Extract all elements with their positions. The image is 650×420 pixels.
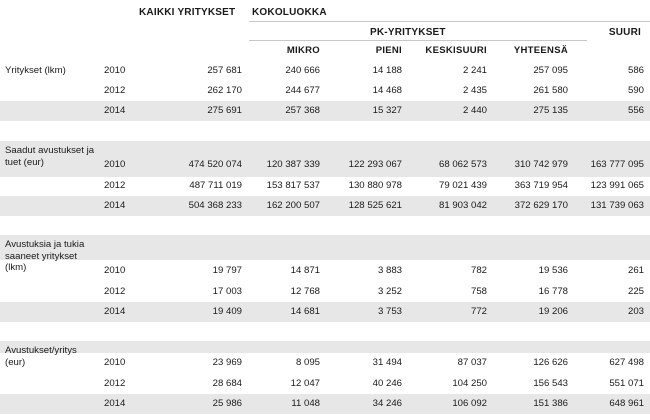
cell-keskisuuri: 87 037 [457, 357, 487, 368]
cell-kaikki: 504 368 233 [188, 200, 242, 211]
table-row [0, 302, 650, 322]
table-row [0, 353, 650, 373]
table-row [0, 394, 650, 414]
cell-suuri: 131 739 063 [590, 200, 644, 211]
cell-pieni: 3 252 [377, 286, 402, 297]
cell-mikro: 257 368 [285, 105, 320, 116]
group-saaneet-yritykset [0, 235, 650, 322]
cell-mikro: 12 768 [290, 286, 320, 297]
cell-keskisuuri: 758 [470, 286, 487, 297]
table-row [0, 81, 650, 101]
cell-year: 2012 [104, 286, 126, 297]
table-row [0, 196, 650, 216]
cell-yhteensa: 16 778 [538, 286, 568, 297]
table-row [0, 176, 650, 196]
cell-suuri: 203 [627, 306, 644, 317]
cell-yhteensa: 156 543 [533, 378, 568, 389]
cell-suuri: 556 [627, 105, 644, 116]
cell-pieni: 3 883 [377, 265, 402, 276]
cell-kaikki: 19 797 [212, 265, 242, 276]
cell-suuri: 586 [627, 65, 644, 76]
table-row [0, 155, 650, 175]
cell-kaikki: 19 409 [212, 306, 242, 317]
header-divider-kokoluokka [249, 21, 650, 22]
cell-pieni: 128 525 621 [348, 200, 402, 211]
cell-suuri: 551 071 [609, 378, 644, 389]
table-row [0, 374, 650, 394]
cell-yhteensa: 257 095 [533, 65, 568, 76]
cell-yhteensa: 19 206 [538, 306, 568, 317]
cell-year: 2014 [104, 105, 126, 116]
cell-pieni: 3 753 [377, 306, 402, 317]
cell-yhteensa: 261 580 [533, 85, 568, 96]
cell-pieni: 122 293 067 [348, 159, 402, 170]
cell-keskisuuri: 2 241 [462, 65, 487, 76]
cell-year: 2010 [104, 357, 126, 368]
cell-mikro: 14 871 [290, 265, 320, 276]
cell-suuri: 590 [627, 85, 644, 96]
table-row [0, 101, 650, 121]
cell-kaikki: 28 684 [212, 378, 242, 389]
cell-kaikki: 257 681 [207, 65, 242, 76]
header-kaikki-yritykset: KAIKKI YRITYKSET [139, 7, 236, 18]
cell-pieni: 34 246 [372, 398, 402, 409]
cell-year: 2010 [104, 65, 126, 76]
cell-year: 2012 [104, 85, 126, 96]
group-avustukset-tuet [0, 141, 650, 217]
cell-year: 2012 [104, 378, 126, 389]
cell-year: 2014 [104, 398, 126, 409]
cell-mikro: 14 681 [290, 306, 320, 317]
group-label: Saadut avustukset ja tuet (eur) [5, 145, 95, 168]
cell-yhteensa: 126 626 [533, 357, 568, 368]
cell-mikro: 12 047 [290, 378, 320, 389]
cell-suuri: 261 [627, 265, 644, 276]
group-yritykset [0, 61, 650, 121]
cell-kaikki: 25 986 [212, 398, 242, 409]
group-label: Avustukset/yritys (eur) [5, 345, 77, 368]
table-row [0, 61, 650, 81]
cell-kaikki: 17 003 [212, 286, 242, 297]
group-label: Yritykset (lkm) [5, 65, 66, 76]
cell-pieni: 15 327 [372, 105, 402, 116]
cell-kaikki: 474 520 074 [188, 159, 242, 170]
cell-yhteensa: 275 135 [533, 105, 568, 116]
cell-mikro: 8 095 [295, 357, 320, 368]
cell-year: 2010 [104, 265, 126, 276]
cell-pieni: 14 188 [372, 65, 402, 76]
group-avustukset-yritys [0, 341, 650, 415]
header-yhteensa: YHTEENSÄ [513, 45, 568, 56]
cell-yhteensa: 19 536 [538, 265, 568, 276]
cell-year: 2012 [104, 180, 126, 191]
cell-yhteensa: 151 386 [533, 398, 568, 409]
cell-keskisuuri: 2 435 [462, 85, 487, 96]
cell-mikro: 244 677 [285, 85, 320, 96]
cell-yhteensa: 372 629 170 [514, 200, 568, 211]
cell-kaikki: 23 969 [212, 357, 242, 368]
header-kokoluokka: KOKOLUOKKA [252, 7, 327, 18]
cell-year: 2010 [104, 159, 126, 170]
cell-keskisuuri: 81 903 042 [438, 200, 487, 211]
cell-yhteensa: 310 742 979 [514, 159, 568, 170]
cell-year: 2014 [104, 306, 126, 317]
cell-mikro: 120 387 339 [266, 159, 320, 170]
header-mikro: MIKRO [286, 45, 320, 56]
group-label: Avustuksia ja tukia saaneet yritykset (lkm) [5, 239, 85, 273]
cell-keskisuuri: 68 062 573 [438, 159, 487, 170]
cell-suuri: 225 [627, 286, 644, 297]
cell-suuri: 123 991 065 [590, 180, 644, 191]
cell-suuri: 627 498 [609, 357, 644, 368]
cell-mikro: 240 666 [285, 65, 320, 76]
cell-yhteensa: 363 719 954 [514, 180, 568, 191]
cell-keskisuuri: 772 [470, 306, 487, 317]
header-suuri: SUURI [608, 27, 641, 38]
cell-kaikki: 262 170 [207, 85, 242, 96]
cell-year: 2014 [104, 200, 126, 211]
cell-keskisuuri: 2 440 [462, 105, 487, 116]
cell-keskisuuri: 106 092 [452, 398, 487, 409]
cell-mikro: 11 048 [291, 398, 320, 409]
cell-suuri: 648 961 [609, 398, 644, 409]
cell-pieni: 14 468 [372, 85, 402, 96]
header-keskisuuri: KESKISUURI [425, 45, 487, 56]
cell-pieni: 130 880 978 [348, 180, 402, 191]
cell-keskisuuri: 104 250 [452, 378, 487, 389]
cell-pieni: 40 246 [372, 378, 402, 389]
header-divider-pk [249, 40, 587, 41]
cell-keskisuuri: 79 021 439 [438, 180, 487, 191]
cell-suuri: 163 777 095 [590, 159, 644, 170]
cell-kaikki: 275 691 [207, 105, 242, 116]
cell-mikro: 162 200 507 [266, 200, 320, 211]
cell-pieni: 31 494 [372, 357, 402, 368]
table-row [0, 282, 650, 302]
cell-kaikki: 487 711 019 [189, 180, 242, 191]
cell-keskisuuri: 782 [470, 265, 487, 276]
table-row [0, 261, 650, 281]
cell-mikro: 153 817 537 [266, 180, 320, 191]
header-pk-yritykset: PK-YRITYKSET [370, 27, 446, 38]
header-pieni: PIENI [375, 45, 402, 56]
